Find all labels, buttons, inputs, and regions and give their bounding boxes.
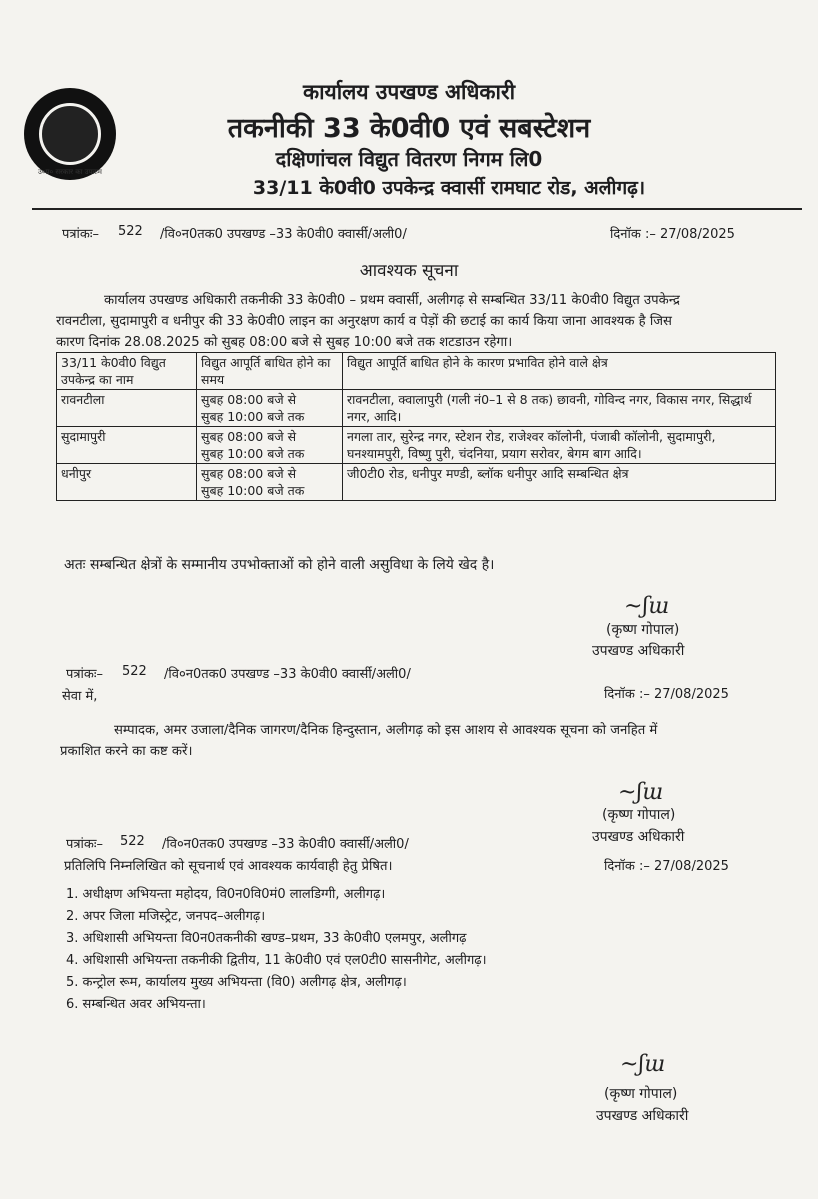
signature-mark: ~ʃɯ (618, 780, 664, 805)
ref-date-3: दिनॉक :– 27/08/2025 (604, 859, 729, 874)
table-cell-areas: नगला तार, सुरेन्द्र नगर, स्टेशन रोड, राजेश्वर कॉलोनी, पंजाबी कॉलोनी, सुदामापुरी, घनश्यामपुरी, विष्णु पुरी, चंदनिया, प्रयाग सरोवर, बेगम बाग आदि। (343, 427, 776, 464)
time-start: सुबह 08:00 बजे से (201, 392, 297, 407)
time-start: सुबह 08:00 बजे से (201, 429, 297, 444)
time-end: सुबह 10:00 बजे तक (201, 446, 305, 461)
ref-path-3: /वि०न0तक0 उपखण्ड –33 के0वी0 क्वार्सी/अली0/ (162, 837, 409, 852)
ref-label-1: पत्रांकः– (62, 227, 100, 242)
ref-date-1: दिनॉक :– 27/08/2025 (610, 227, 735, 242)
ref-label-3: पत्रांकः– (66, 837, 104, 852)
header-corporation: दक्षिणांचल विद्युत वितरण निगम लि0 (275, 147, 543, 171)
table-cell-station: सुदामापुरी (57, 427, 197, 464)
signature-mark: ~ʃɯ (620, 1052, 666, 1077)
time-end: सुबह 10:00 बजे तक (201, 409, 305, 424)
list-item: 5. कन्ट्रोल रूम, कार्यालय मुख्य अभियन्ता (वि0) अलीगढ़ क्षेत्र, अलीगढ़। (66, 975, 407, 990)
table-header-areas: विद्युत आपूर्ति बाधित होने के कारण प्रभावित होने वाले क्षेत्र (343, 353, 776, 390)
ref-label-2: पत्रांकः– (66, 667, 104, 682)
table-header-time: विद्युत आपूर्ति बाधित होने का समय (197, 353, 343, 390)
table-header-station: 33/11 के0वी0 विद्युत उपकेन्द्र का नाम (57, 353, 197, 390)
table-cell-station: रावनटीला (57, 390, 197, 427)
copy-intro: प्रतिलिपि निम्नलिखित को सूचनार्थ एवं आवश्यक कार्यवाही हेतु प्रेषित। (64, 859, 393, 874)
table-cell-time (197, 390, 343, 427)
signatory-designation: उपखण्ड अधिकारी (592, 829, 685, 845)
header-address: 33/11 के0वी0 उपकेन्द्र क्वार्सी रामघाट रोड, अलीगढ़। (252, 177, 646, 199)
table-cell-areas: रावनटीला, क्वालापुरी (गली नं0–1 से 8 तक) छावनी, गोविन्द नगर, विकास नगर, सिद्धार्थ नगर, आदि। (343, 390, 776, 427)
notice-title: आवश्यक सूचना (359, 261, 459, 281)
shutdown-table (56, 352, 776, 501)
table-cell-time (197, 464, 343, 501)
ref-path-1: /वि०न0तक0 उपखण्ड –33 के0वी0 क्वार्सी/अली0/ (160, 227, 407, 242)
table-cell-areas: जी0टी0 रोड, धनीपुर मण्डी, ब्लॉक धनीपुर आदि सम्बन्धित क्षेत्र (343, 464, 776, 501)
salutation: सेवा में, (62, 689, 98, 704)
list-item: 2. अपर जिला मजिस्ट्रेट, जनपद–अलीगढ़। (66, 909, 266, 924)
header-office: कार्यालय उपखण्ड अधिकारी (302, 80, 516, 104)
notice-line-3: कारण दिनांक 28.08.2025 को सुबह 08:00 बजे से सुबह 10:00 बजे तक शटडाउन रहेगा। (56, 335, 513, 350)
signature-mark: ~ʃɯ (624, 594, 670, 619)
ref-path-2: /वि०न0तक0 उपखण्ड –33 के0वी0 क्वार्सी/अली0/ (164, 667, 411, 682)
time-start: सुबह 08:00 बजे से (201, 466, 297, 481)
table-row (57, 390, 776, 427)
ref-number-1: 522 (118, 224, 143, 239)
table-cell-station: धनीपुर (57, 464, 197, 501)
editor-request-line-2: प्रकाशित करने का कष्ट करें। (60, 744, 193, 759)
signatory-designation: उपखण्ड अधिकारी (596, 1108, 689, 1124)
list-item: 6. सम्बन्धित अवर अभियन्ता। (66, 997, 206, 1012)
signatory-name: (कृष्ण गोपाल) (604, 1086, 678, 1102)
apology-note: अतः सम्बन्धित क्षेत्रों के सम्मानीय उपभोक्ताओं को होने वाली असुविधा के लिये खेद है। (64, 557, 495, 573)
list-item: 4. अधिशासी अभियन्ता तकनीकी द्वितीय, 11 के0वी0 एवं एल0टी0 सासनीगेट, अलीगढ़। (66, 953, 487, 968)
time-end: सुबह 10:00 बजे तक (201, 483, 305, 498)
header-divider (32, 208, 802, 210)
editor-request-line-1: सम्पादक, अमर उजाला/दैनिक जागरण/दैनिक हिन्दुस्तान, अलीगढ़ को इस आशय से आवश्यक सूचना को जनहित में (114, 723, 658, 738)
ref-number-2: 522 (122, 664, 147, 679)
table-header-row (57, 353, 776, 390)
signatory-name: (कृष्ण गोपाल) (606, 622, 680, 638)
list-item: 3. अधिशासी अभियन्ता वि0न0तकनीकी खण्ड–प्रथम, 33 के0वी0 एलमपुर, अलीगढ़ (66, 931, 467, 946)
logo-caption: उ०प्र० सरकार का उपक्रम (38, 168, 102, 176)
table-cell-time (197, 427, 343, 464)
notice-line-2: रावनटीला, सुदामापुरी व धनीपुर की 33 के0वी0 लाइन का अनुरक्षण कार्य व पेड़ों की छटाई का कार्य किया जाना आवश्यक है जिस (56, 314, 672, 329)
header-title: तकनीकी 33 के0वी0 एवं सबस्टेशन (227, 113, 591, 144)
signatory-name: (कृष्ण गोपाल) (602, 807, 676, 823)
ref-date-2: दिनॉक :– 27/08/2025 (604, 687, 729, 702)
ref-number-3: 522 (120, 834, 145, 849)
table-row (57, 464, 776, 501)
table-row (57, 427, 776, 464)
notice-line-1: कार्यालय उपखण्ड अधिकारी तकनीकी 33 के0वी0 – प्रथम क्वार्सी, अलीगढ़ से सम्बन्धित 33/11 के0वी0 विद्युत उपकेन्द्र (104, 293, 680, 308)
list-item: 1. अधीक्षण अभियन्ता महोदय, वि0न0वि0मं0 लालडिग्गी, अलीगढ़। (66, 887, 386, 902)
signatory-designation: उपखण्ड अधिकारी (592, 643, 685, 659)
